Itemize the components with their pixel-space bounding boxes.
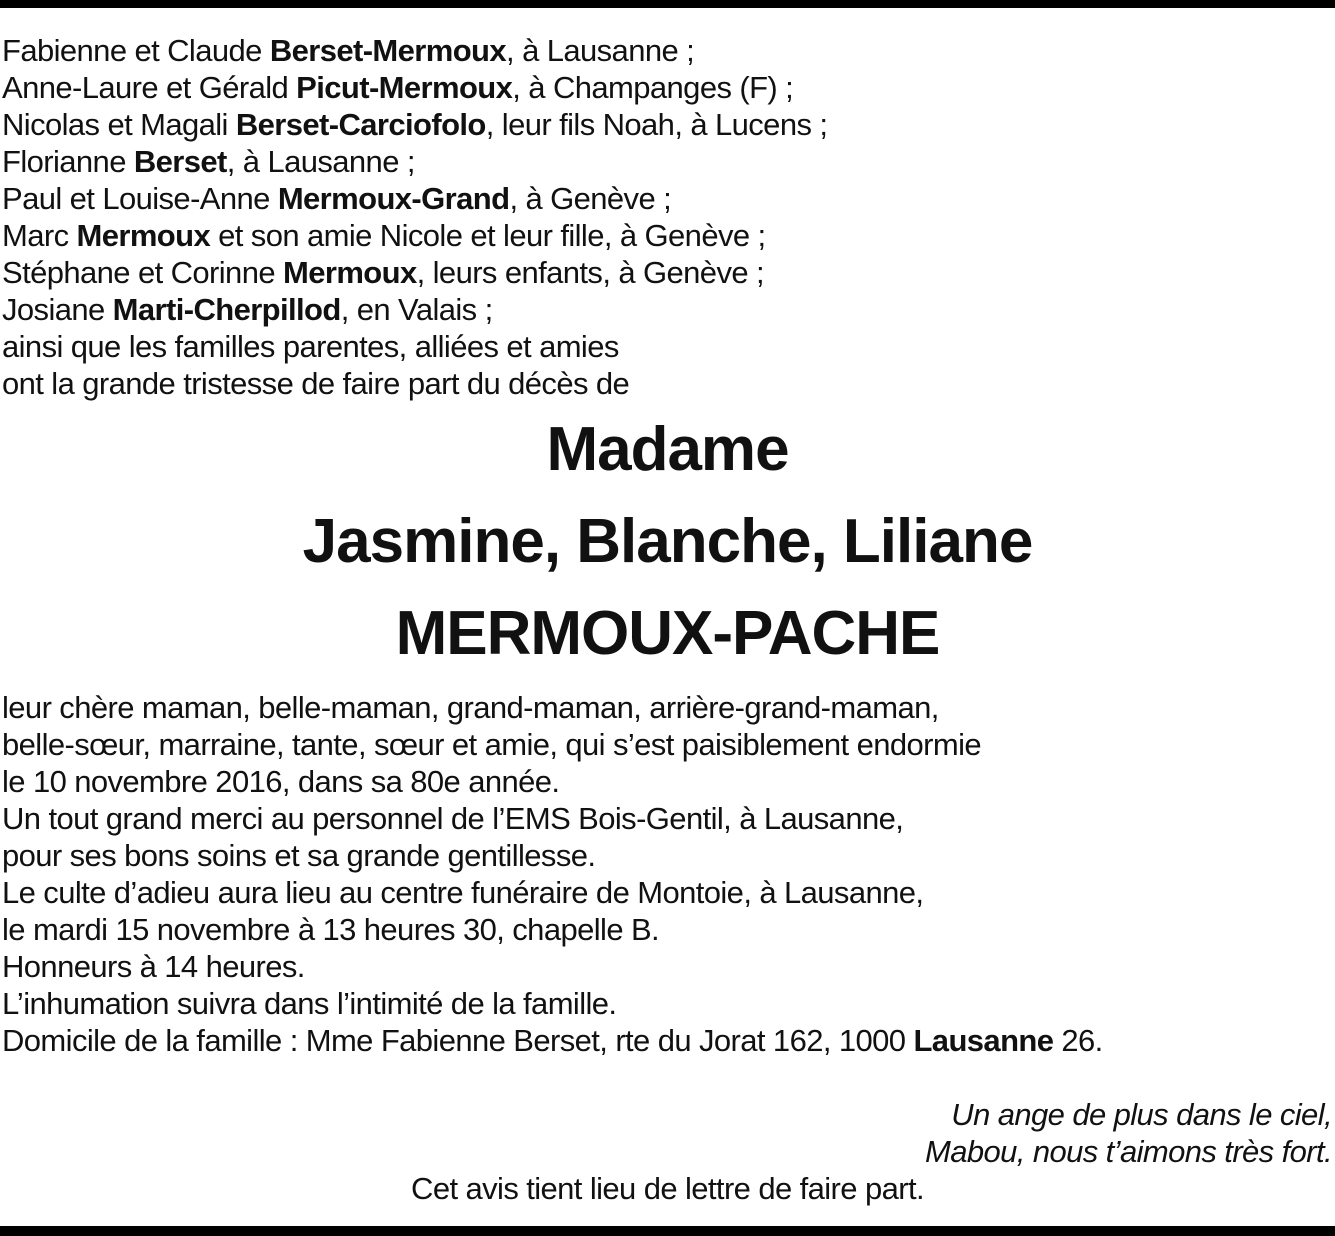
family-name: Marti-Cherpillod [112,292,341,327]
family-line: Florianne Berset, à Lausanne ; [2,144,415,179]
family-line: Fabienne et Claude Berset-Mermoux, à Lausanne ; [2,33,695,68]
deceased-name-block [0,404,1335,680]
detail-line: le mardi 15 novembre à 13 heures 30, chapelle B. [2,912,660,947]
family-line: ainsi que les familles parentes, alliées et amies [2,329,619,364]
family-name: Mermoux [76,218,211,253]
family-list [2,32,827,402]
deceased-given-names: Jasmine, Blanche, Liliane [302,507,1033,576]
detail-line: leur chère maman, belle-maman, grand-maman, arrière-grand-maman, [2,690,939,725]
family-name: Picut-Mermoux [296,70,513,105]
detail-line: L’inhumation suivra dans l’intimité de la famille. [2,986,617,1021]
family-name: Berset-Mermoux [269,33,507,68]
footer-note [0,1170,1335,1207]
family-line: Anne-Laure et Gérald Picut-Mermoux, à Champanges (F) ; [2,70,794,105]
epitaph-line: Mabou, nous t’aimons très fort. [925,1134,1332,1169]
top-border-bar [0,0,1335,8]
epitaph [925,1096,1332,1170]
detail-line: belle-sœur, marraine, tante, sœur et amie, qui s’est paisiblement endormie [2,727,982,762]
detail-line: le 10 novembre 2016, dans sa 80e année. [2,764,560,799]
detail-line: Le culte d’adieu aura lieu au centre funéraire de Montoie, à Lausanne, [2,875,924,910]
family-name: Berset-Carciofolo [235,107,486,142]
family-line: Josiane Marti-Cherpillod, en Valais ; [2,292,493,327]
epitaph-line: Un ange de plus dans le ciel, [951,1097,1332,1132]
notice-details [2,689,1103,1059]
family-line: Nicolas et Magali Berset-Carciofolo, leur fils Noah, à Lucens ; [2,107,828,142]
footer-note-text: Cet avis tient lieu de lettre de faire part. [411,1171,924,1206]
detail-line: Un tout grand merci au personnel de l’EMS Bois-Gentil, à Lausanne, [2,801,904,836]
address-city: Lausanne [913,1023,1054,1058]
family-address-line: Domicile de la famille : Mme Fabienne Berset, rte du Jorat 162, 1000 Lausanne 26. [2,1023,1103,1058]
family-line: ont la grande tristesse de faire part du décès de [2,366,630,401]
family-line: Stéphane et Corinne Mermoux, leurs enfants, à Genève ; [2,255,765,290]
family-line: Paul et Louise-Anne Mermoux-Grand, à Genève ; [2,181,672,216]
detail-line: Honneurs à 14 heures. [2,949,305,984]
family-name: Mermoux-Grand [277,181,510,216]
family-name: Berset [133,144,227,179]
bottom-border-bar [0,1226,1335,1236]
deceased-surname: MERMOUX-PACHE [395,599,940,668]
family-line: Marc Mermoux et son amie Nicole et leur fille, à Genève ; [2,218,766,253]
deceased-title: Madame [546,415,789,484]
detail-line: pour ses bons soins et sa grande gentillesse. [2,838,596,873]
family-name: Mermoux [283,255,417,290]
